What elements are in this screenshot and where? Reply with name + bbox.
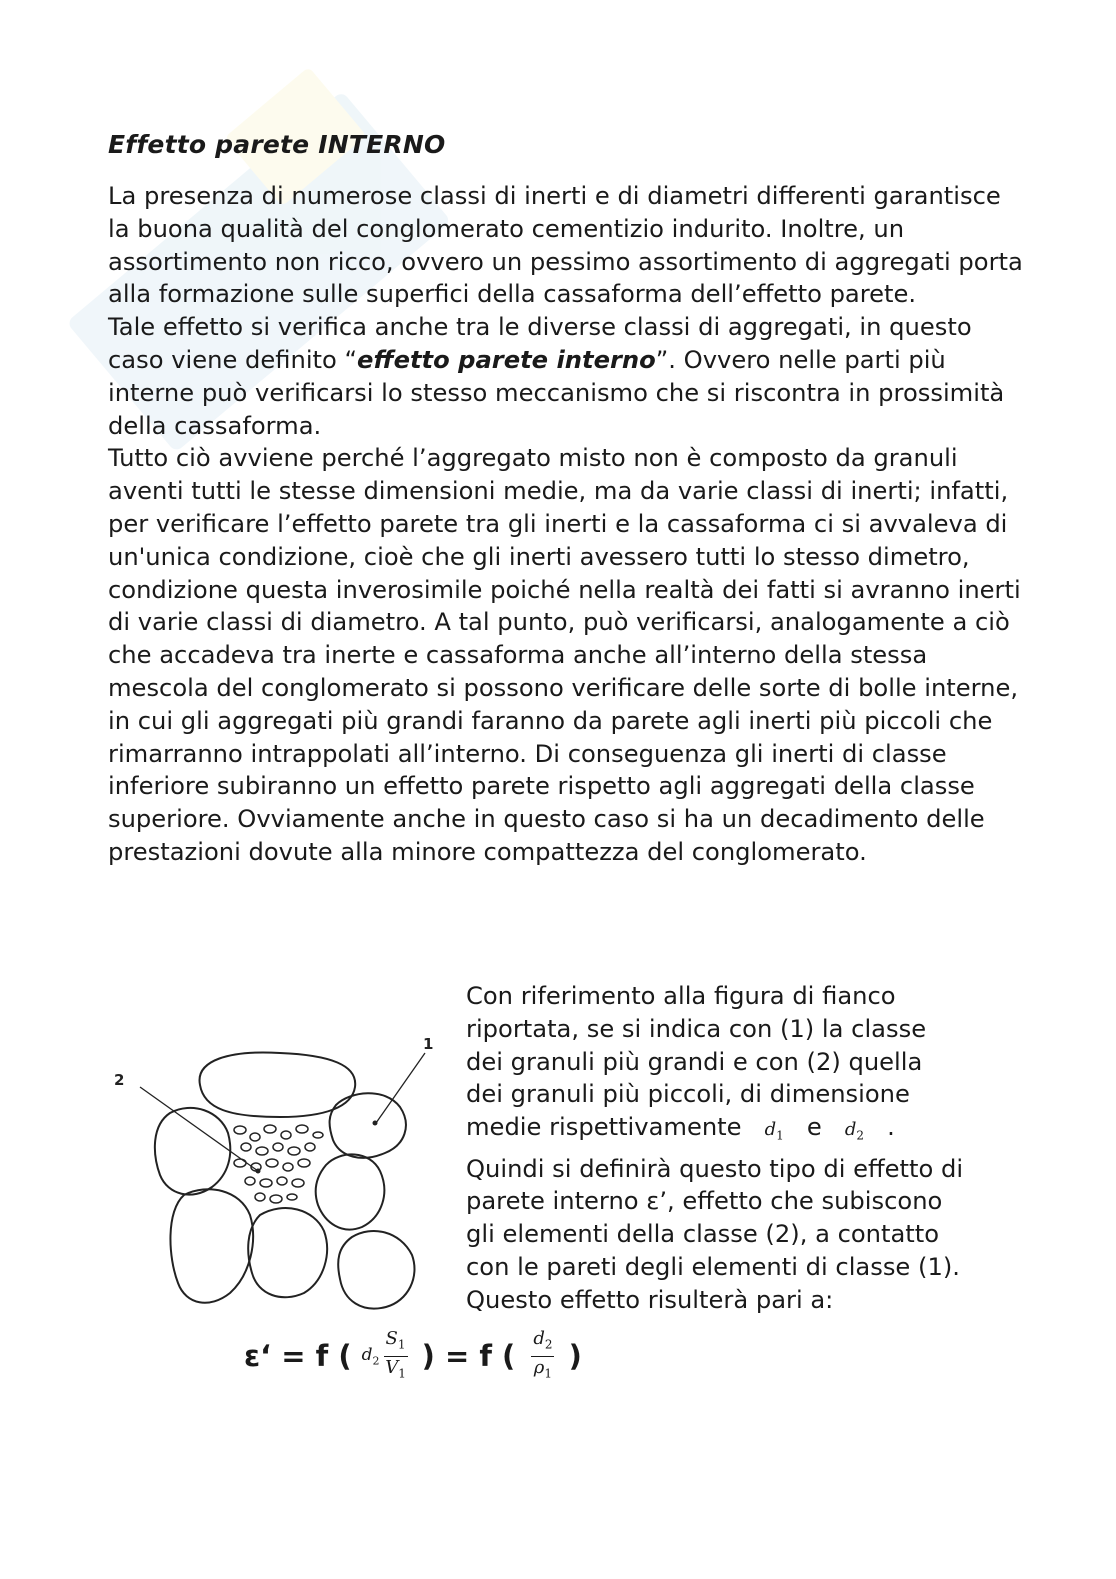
page-heading: Effetto parete INTERNO xyxy=(108,130,446,159)
paragraph-3: Tutto ciò avviene perché l’aggregato misto non è composto da granuli aventi tutti le stesse dimensioni medie, ma da varie classi di inerti; infatti, per verificare l’effetto parete tra gli inerti e la cassaforma ci si avvaleva di un'unica condizione, cioè che gli inerti avessero tutti lo stesso dimetro, condizione questa inverosimile poiché nella realtà dei fatti si avranno inerti di varie classi di diametro. A tal punto, può verificarsi, analogamente a ciò che accadeva tra inerte e cassaforma anche all’interno della stessa mescola del conglomerato si possono verificare delle sorte di bolle interne, in cui gli aggregati più grandi faranno da parete agli inerti più piccoli che rimarranno intrappolati all’interno. Di conseguenza gli inerti di classe inferiore subiranno un effetto parete rispetto agli aggregati della classe superiore. Ovviamente anche in questo caso si ha un decadimento delle prestazioni dovute alla minore compattezza del conglomerato. xyxy=(108,444,1021,866)
aggregate-figure xyxy=(100,1025,440,1325)
large-grain xyxy=(330,1093,406,1158)
math-d2: $d_2$ xyxy=(844,1119,865,1143)
paragraph-2: Tale effetto si verifica anche tra le diverse classi di aggregati, in questo caso viene definito “effetto parete interno”. Ovvero nelle parti più interne può verificarsi lo stesso meccanismo che si riscontra in prossimità della cassaforma. xyxy=(108,313,1005,440)
side-text xyxy=(466,980,1026,1317)
large-grain xyxy=(170,1189,253,1302)
large-grain xyxy=(155,1108,230,1195)
large-grain xyxy=(338,1231,414,1309)
large-grain xyxy=(200,1052,356,1117)
formula-lhs: ε‘ = f ( xyxy=(244,1339,352,1373)
side-line: dei granuli più piccoli, di dimensione xyxy=(466,1080,910,1109)
fraction-s1-v1: $\frac{S_1}{V_1}$ xyxy=(385,1327,406,1381)
formula-middle: ) = f ( xyxy=(411,1339,516,1373)
formula-end: ) xyxy=(558,1339,582,1373)
math-d1: $d_1$ xyxy=(764,1119,784,1143)
figure-label-1: 1 xyxy=(423,1035,434,1053)
paragraph-1: La presenza di numerose classi di inerti e di diametri differenti garantisce la buona qualità del conglomerato cementizio indurito. Inoltre, un assortimento non ricco, ovvero un pessimo assortimento di aggregati porta alla formazione sulle superfici della cassaforma dell’effetto parete. xyxy=(108,182,1023,309)
leader-line-1 xyxy=(376,1053,425,1123)
side-line: dei granuli più grandi e con (2) quella xyxy=(466,1047,923,1076)
side-line: parete interno ε’, effetto che subiscono xyxy=(466,1187,943,1216)
side-line: medie rispettivamente $d_1$ e $d_2$ . xyxy=(466,1113,895,1143)
large-grain xyxy=(248,1208,327,1297)
emphasis-effetto-parete-interno: effetto parete interno xyxy=(357,345,656,374)
body-text xyxy=(108,180,1028,869)
figure-label-2: 2 xyxy=(114,1071,125,1089)
large-grain xyxy=(316,1154,385,1229)
side-line: Quindi si definirà questo tipo di effetto di xyxy=(466,1154,964,1183)
side-line: gli elementi della classe (2), a contatto xyxy=(466,1220,940,1249)
formula-d2: $d_2$ xyxy=(361,1344,380,1368)
fraction-d2-rho1: $\frac{d_2}{\rho_1}$ xyxy=(533,1327,553,1381)
side-line: con le pareti degli elementi di classe (1). xyxy=(466,1252,960,1281)
formula-epsilon xyxy=(244,1320,582,1392)
side-line: Con riferimento alla figura di fianco xyxy=(466,982,896,1010)
side-line: riportata, se si indica con (1) la classe xyxy=(466,1014,927,1043)
side-line: Questo effetto risulterà pari a: xyxy=(466,1285,834,1314)
